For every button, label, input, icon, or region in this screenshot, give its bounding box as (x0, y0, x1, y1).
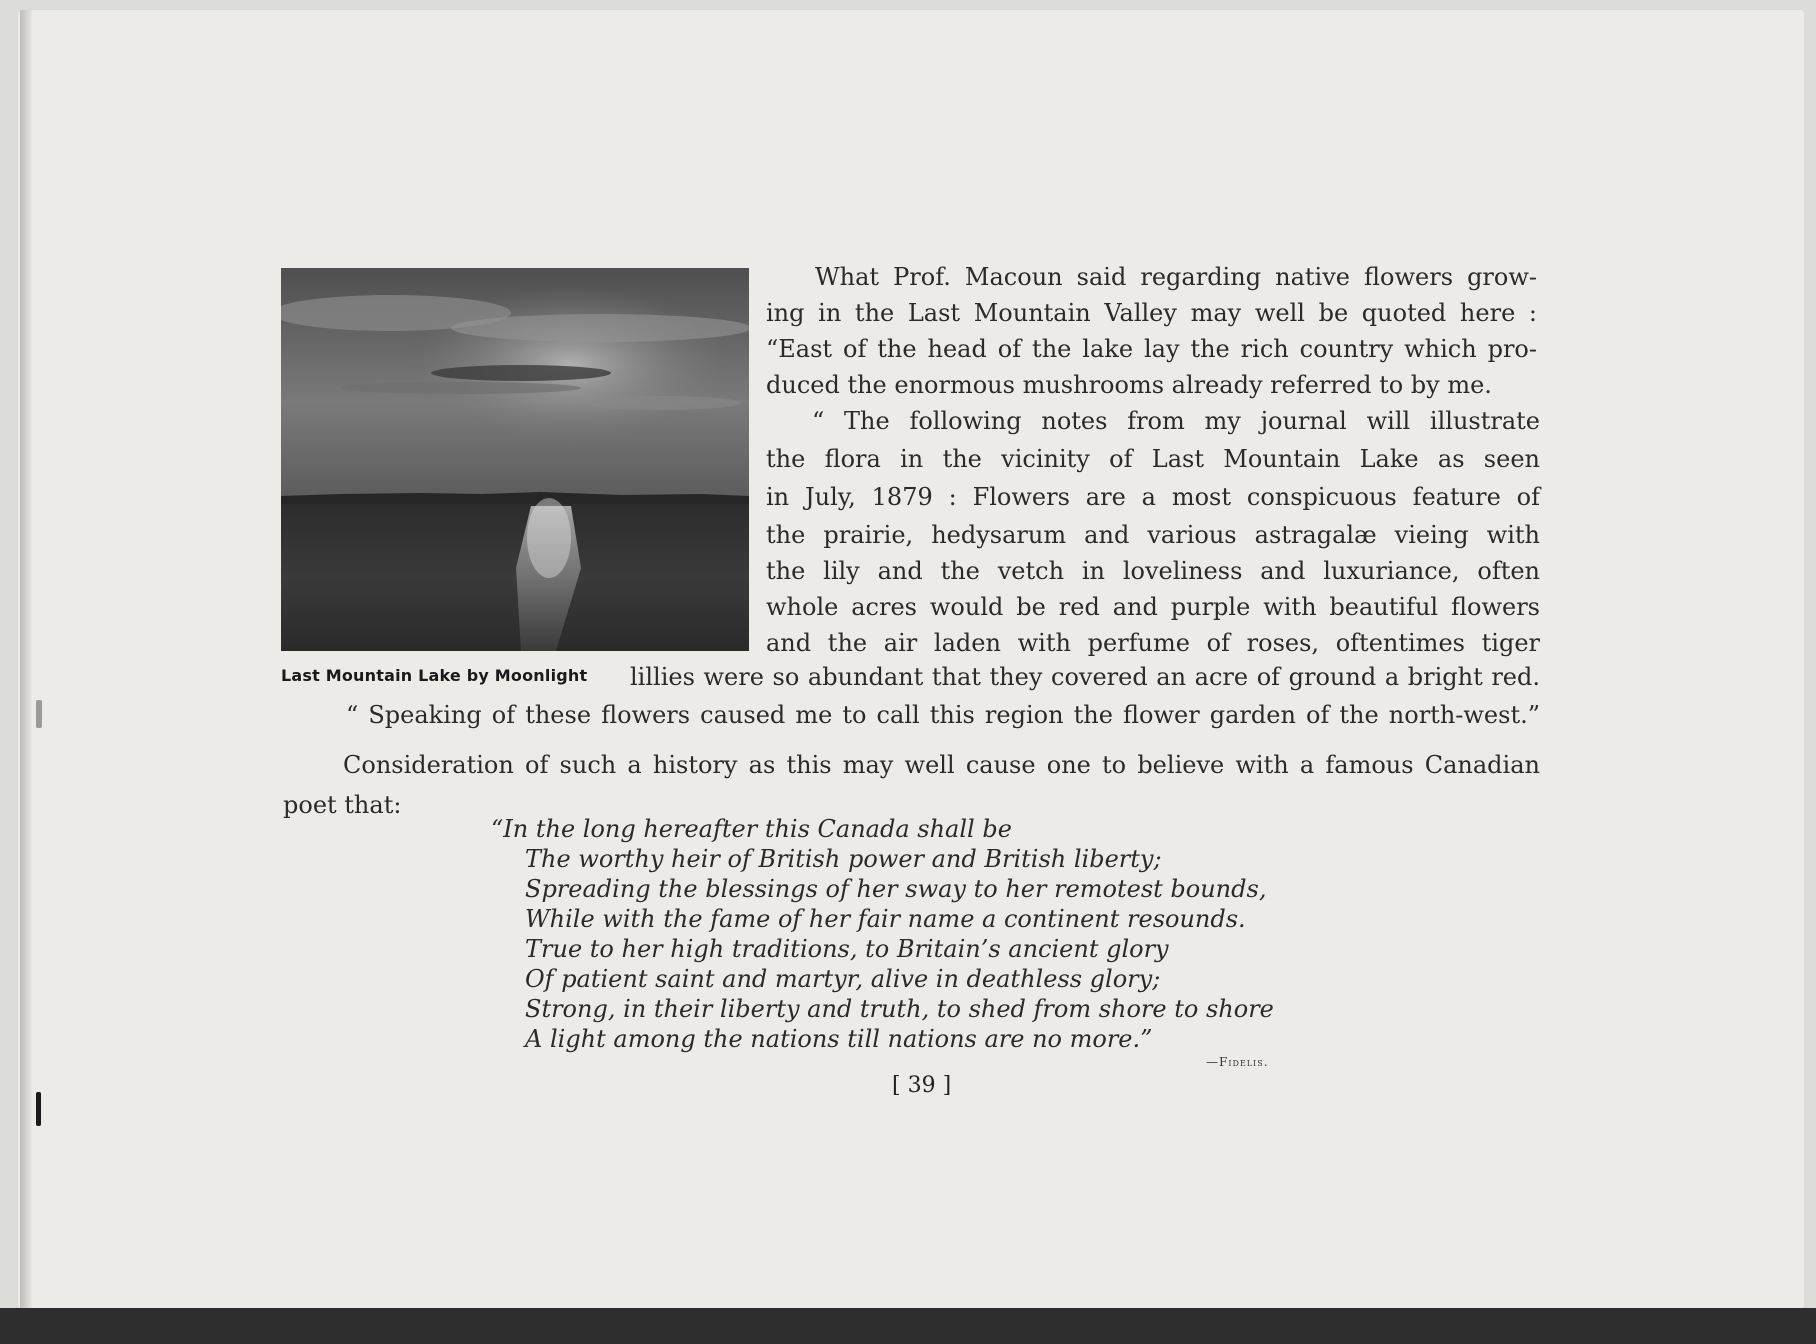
quote-line-6: the flora in the vicinity of Last Mountain Lake as seen (766, 445, 1540, 473)
page-gutter (20, 10, 32, 1308)
book-page (18, 10, 1804, 1308)
quote-line-9: the lily and the vetch in loveliness and luxuriance, often (766, 557, 1540, 585)
quote-line-12: lillies were so abundant that they covered an acre of ground a bright red. (630, 663, 1540, 691)
quote-line-8: the prairie, hedysarum and various astragalæ vieing with (766, 521, 1540, 549)
moonlit-lake-photo (281, 268, 749, 651)
poem-line-5: True to her high traditions, to Britain’s ancient glory (525, 935, 1169, 963)
quote-line-4: duced the enormous mushrooms already referred to by me. (766, 371, 1492, 399)
quote-line-13: “ Speaking of these flowers caused me to call this region the flower garden of the north-west.” (346, 701, 1540, 729)
poem-line-7: Strong, in their liberty and truth, to shed from shore to shore (525, 995, 1274, 1023)
consideration-line-2: poet that: (283, 791, 402, 819)
scan-bottom-edge (0, 1308, 1816, 1344)
moonlit-lake-image (281, 268, 749, 651)
photo-caption: Last Mountain Lake by Moonlight (281, 666, 588, 685)
binding-mark (36, 1092, 41, 1126)
poem-line-6: Of patient saint and martyr, alive in deathless glory; (525, 965, 1161, 993)
poem-line-8: A light among the nations till nations are no more.” (525, 1025, 1153, 1053)
quote-line-1: What Prof. Macoun said regarding native flowers grow- (815, 263, 1537, 291)
quote-line-5: “ The following notes from my journal will illustrate (812, 407, 1540, 435)
quote-line-10: whole acres would be red and purple with beautiful flowers (766, 593, 1540, 621)
quote-line-7: in July, 1879 : Flowers are a most conspicuous feature of (766, 483, 1540, 511)
poem-attribution: —Fidelis. (1206, 1055, 1269, 1069)
quote-line-3: “East of the head of the lake lay the rich country which pro- (766, 335, 1537, 363)
quote-line-2: ing in the Last Mountain Valley may well be quoted here : (766, 299, 1537, 327)
consideration-line-1: Consideration of such a history as this may well cause one to believe with a famous Canadian (343, 751, 1540, 779)
page-number: [ 39 ] (892, 1073, 952, 1098)
poem-line-4: While with the fame of her fair name a continent resounds. (525, 905, 1246, 933)
quote-line-11: and the air laden with perfume of roses, oftentimes tiger (766, 629, 1540, 657)
poem-line-1: “In the long hereafter this Canada shall be (491, 815, 1012, 843)
poem-line-3: Spreading the blessings of her sway to her remotest bounds, (525, 875, 1267, 903)
binding-shadow-mark (36, 700, 42, 728)
poem-line-2: The worthy heir of British power and British liberty; (525, 845, 1162, 873)
